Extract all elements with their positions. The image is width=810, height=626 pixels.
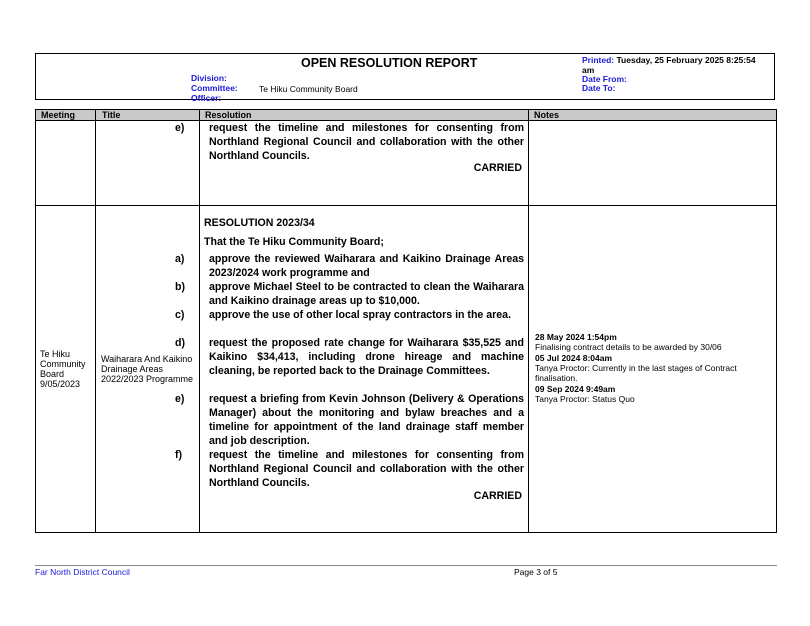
row1-carried: CARRIED (473, 162, 522, 174)
item-text: request the timeline and milestones for consenting from Northland Regional Council and collaboration with the other Northland Councils. (209, 122, 524, 162)
report-title: OPEN RESOLUTION REPORT (301, 56, 478, 70)
row2-item-e (175, 392, 524, 448)
row2-item-b (175, 280, 524, 308)
item-letter: b) (175, 281, 185, 293)
footer-organisation: Far North District Council (35, 567, 130, 577)
meeting-line: 9/05/2023 (40, 379, 81, 389)
row1-item-e (175, 121, 524, 163)
note-text: Tanya Proctor: Currently in the last stages of Contract finalisation. (535, 363, 737, 383)
row2-carried: CARRIED (473, 490, 522, 502)
column-divider (199, 109, 200, 533)
row2-item-c (175, 308, 524, 322)
item-letter: d) (175, 337, 185, 349)
title-cell (101, 354, 193, 384)
row2-item-a (175, 252, 524, 280)
report-header (35, 53, 775, 103)
note-timestamp: 05 Jul 2024 8:04am (535, 353, 613, 363)
committee-value: Te Hiku Community Board (259, 84, 358, 94)
item-letter: a) (175, 253, 185, 265)
title-line: Waiharara And Kaikino (101, 354, 193, 364)
printed-suffix: am (582, 65, 595, 75)
item-text: request the timeline and milestones for consenting from Northland Regional Council and collaboration with the other Northland Councils. (209, 449, 524, 489)
column-header-meeting: Meeting (41, 110, 76, 120)
committee-label: Committee: (191, 83, 238, 93)
title-line: Drainage Areas (101, 364, 164, 374)
column-header-title: Title (102, 110, 121, 120)
item-letter: e) (175, 122, 185, 134)
item-text: approve Michael Steel to be contracted to clean the Waiharara and Kaikino drainage areas up to $10,000. (209, 281, 524, 307)
notes-cell (535, 332, 775, 405)
footer-divider (35, 565, 777, 566)
column-header-resolution: Resolution (205, 110, 252, 120)
footer-page-number: Page 3 of 5 (514, 567, 558, 577)
column-divider (95, 109, 96, 533)
printed-info (582, 55, 772, 75)
column-header-notes: Notes (534, 110, 560, 120)
printed-label: Printed: (582, 55, 615, 65)
item-letter: e) (175, 393, 185, 405)
note-text: Finalising contract details to be awarded by 30/06 (535, 342, 722, 352)
note-timestamp: 09 Sep 2024 9:49am (535, 384, 616, 394)
officer-label: Officer: (191, 93, 222, 103)
row2-item-d (175, 336, 524, 378)
note-timestamp: 28 May 2024 1:54pm (535, 332, 617, 342)
table-border-right (776, 109, 777, 533)
column-divider (528, 109, 529, 533)
row2-item-f (175, 448, 524, 490)
item-text: request a briefing from Kevin Johnson (Delivery & Operations Manager) about the monitoring and bylaw breaches and a timeline for appointment of the land drainage staff member and job description. (209, 393, 524, 447)
item-letter: c) (175, 309, 185, 321)
meeting-line: Board (40, 369, 65, 379)
title-line: 2022/2023 Programme (101, 374, 194, 384)
resolution-intro: That the Te Hiku Community Board; (204, 236, 384, 248)
meeting-line: Community (40, 359, 86, 369)
item-text: request the proposed rate change for Waiharara $35,525 and Kaikino $34,413, including drone hireage and machine cleaning, be reported back to the Drainage Committees. (209, 337, 524, 377)
resolution-table (35, 109, 777, 533)
item-letter: f) (175, 449, 183, 461)
meeting-cell (40, 349, 86, 389)
date-to-label: Date To: (582, 83, 616, 93)
printed-value: Tuesday, 25 February 2025 8:25:54 (616, 55, 756, 65)
division-label: Division: (191, 73, 227, 83)
item-text: approve the reviewed Waiharara and Kaikino Drainage Areas 2023/2024 work programme and (209, 253, 524, 279)
table-border-left (35, 109, 36, 533)
table-header-row (35, 109, 777, 121)
note-text: Tanya Proctor: Status Quo (535, 394, 635, 404)
date-from-label: Date From: (582, 74, 627, 84)
meeting-line: Te Hiku (40, 349, 71, 359)
table-border-bottom (35, 532, 777, 533)
row-divider (35, 205, 777, 206)
item-text: approve the use of other local spray contractors in the area. (209, 309, 512, 321)
resolution-heading: RESOLUTION 2023/34 (204, 217, 315, 229)
